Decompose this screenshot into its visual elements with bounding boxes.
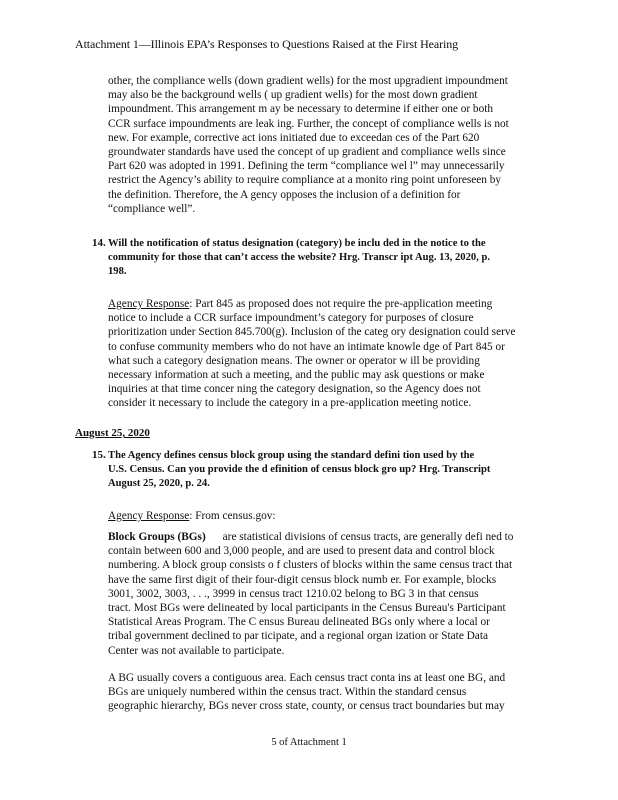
response-first-line [108, 509, 276, 523]
block-groups-definition [108, 530, 513, 658]
text-line: 198. [108, 266, 127, 278]
response-text: : From census.gov: [189, 510, 276, 522]
text-line: “compliance well”. [108, 202, 196, 215]
text-line: impoundment. This arrangement m ay be necessary to determine if either one or both [108, 103, 494, 116]
text-line: may also be the background wells ( up gradient wells) for the most down gradient [108, 89, 478, 102]
page-footer: 5 of Attachment 1 [271, 737, 347, 748]
question-15-text [108, 449, 490, 492]
text-line: tribal government declined to par ticipate, and a regional organ ization or State Data [108, 630, 488, 643]
text-line: 3001, 3002, 3003, . . ., 3999 in census tract 1210.02 belong to BG 3 in that census [108, 587, 479, 600]
text-line: restrict the Agency’s ability to require compliance at a monito ring point unforeseen by [108, 174, 502, 187]
text-line: the definition. Therefore, the A gency opposes the inclusion of a definition for [108, 188, 461, 201]
response-text: : Part 845 as proposed does not require the pre-application meeting [189, 298, 493, 310]
agency-response-label: Agency Response [108, 510, 190, 522]
text-line: CCR surface impoundments are leak ing. Further, the concept of compliance wells is not [108, 117, 509, 130]
text-line: to confuse community members who do not have an intimate knowle dge of Part 845 or [108, 340, 505, 353]
text-line: necessary information at such a meeting, and the public may ask questions or make [108, 369, 485, 382]
definition-first-line [108, 530, 513, 544]
section-date-heading: August 25, 2020 [75, 427, 150, 439]
agency-response-label: Agency Response [108, 298, 190, 310]
text-line: A BG usually covers a contiguous area. Each census tract conta ins at least one BG, and [108, 672, 506, 684]
text-line: inquiries at that time concer ning the category designation, so the Agency does not [108, 383, 481, 396]
text-line: U.S. Census. Can you provide the d efinition of census block gro up? Hrg. Transcript [108, 464, 491, 476]
text-line: groundwater standards have used the concept of up gradient and compliance wells since [108, 146, 506, 159]
text-line: have the same first digit of their four-digit census block numb er. For example, blocks [108, 573, 497, 586]
intro-paragraph [108, 74, 509, 216]
text-line: BGs are uniquely numbered within the census tract. Within the standard census [108, 686, 467, 699]
text-line: notice to include a CCR surface impoundment’s category for purposes of closure [108, 312, 474, 325]
text-line: Statistical Areas Program. The C ensus Bureau delineated BGs only where a local or [108, 616, 490, 629]
text-line: consider it necessary to include the category in a pre-application meeting notice. [108, 397, 472, 410]
text-line: Center was not available to participate. [108, 644, 285, 657]
definition-text: are statistical divisions of census tracts, are generally defi ned to [205, 531, 514, 543]
text-line: what such a category designation means. The owner or operator w ill be providing [108, 354, 480, 367]
question-14-text [108, 237, 490, 280]
block-groups-term: Block Groups (BGs) [108, 531, 206, 543]
response-first-line [108, 297, 516, 311]
text-line: other, the compliance wells (down gradient wells) for the most upgradient impoundment [108, 75, 508, 87]
text-line: Part 620 was adopted in 1991. Defining the term “compliance wel l” may unnecessarily [108, 160, 505, 173]
question-15-number: 15. [92, 449, 106, 461]
text-line: community for those that can’t access the website? Hrg. Transcr ipt Aug. 13, 2020, p. [108, 252, 491, 264]
text-line: geographic hierarchy, BGs never cross state, county, or census tract boundaries but may [108, 700, 505, 713]
question-15-response-intro [108, 509, 276, 523]
text-line: August 25, 2020, p. 24. [108, 478, 210, 490]
block-groups-paragraph-2 [108, 671, 505, 714]
question-14-number: 14. [92, 237, 106, 249]
text-line: prioritization under Section 845.700(g). Inclusion of the categ ory designation could serve [108, 326, 516, 339]
text-line: numbering. A block group consists o f clusters of blocks within the same census tract that [108, 559, 513, 572]
question-14-response [108, 297, 516, 411]
text-line: contain between 600 and 3,000 people, and are used to present data and control block [108, 545, 495, 558]
page-header: Attachment 1—Illinois EPA’s Responses to Questions Raised at the First Hearing [75, 37, 459, 51]
text-line: The Agency defines census block group using the standard defini tion used by the [108, 450, 475, 461]
text-line: new. For example, corrective act ions initiated due to exceedan ces of the Part 620 [108, 131, 480, 144]
text-line: Will the notification of status designation (category) be inclu ded in the notice to the [108, 238, 486, 249]
text-line: tract. Most BGs were delineated by local participants in the Census Bureau's Participant [108, 602, 506, 615]
